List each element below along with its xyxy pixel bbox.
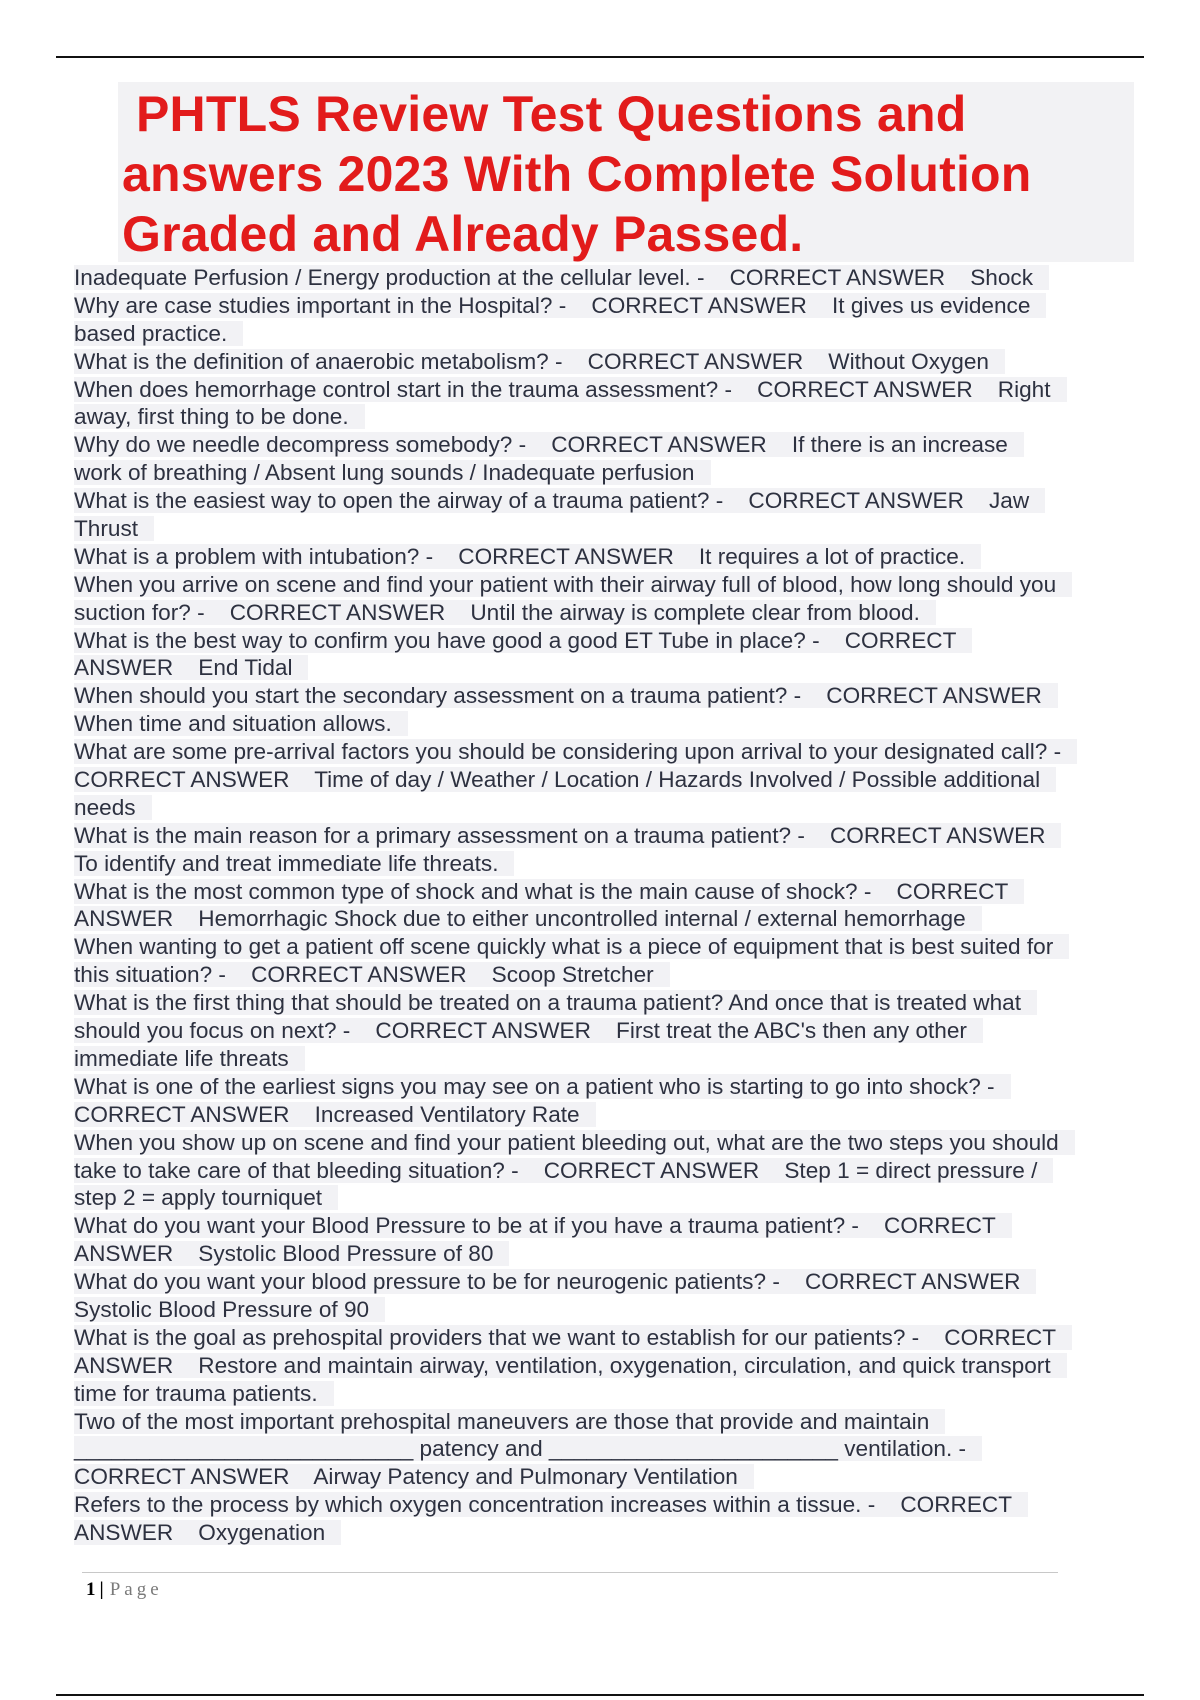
body-line (74, 794, 1134, 822)
page-number: 1 (86, 1579, 96, 1600)
body-line (74, 459, 1134, 487)
qa-body (74, 264, 1134, 1547)
body-line-text: ANSWER End Tidal (74, 655, 308, 680)
body-line-text: ANSWER Systolic Blood Pressure of 80 (74, 1241, 509, 1266)
footer-divider (82, 1572, 1058, 1573)
body-line (74, 348, 1134, 376)
body-line (74, 264, 1134, 292)
body-line (74, 292, 1134, 320)
body-line-text: What are some pre-arrival factors you should be considering upon arrival to your designated call? - (74, 739, 1077, 764)
body-line (74, 403, 1134, 431)
document-title (122, 84, 1132, 264)
body-line-text: What is the easiest way to open the airway of a trauma patient? - CORRECT ANSWER Jaw (74, 488, 1045, 513)
body-line (74, 1017, 1134, 1045)
body-line-text: What is a problem with intubation? - CORRECT ANSWER It requires a lot of practice. (74, 544, 981, 569)
body-line-text: Why are case studies important in the Hospital? - CORRECT ANSWER It gives us evidence (74, 293, 1046, 318)
body-line-text: What is one of the earliest signs you may see on a patient who is starting to go into shock? - (74, 1074, 1011, 1099)
body-line-text: immediate life threats (74, 1046, 305, 1071)
page-footer (86, 1579, 163, 1601)
body-line (74, 487, 1134, 515)
body-line (74, 654, 1134, 682)
body-line (74, 1463, 1134, 1491)
body-line (74, 905, 1134, 933)
body-line (74, 1212, 1134, 1240)
body-line-text: based practice. (74, 321, 243, 346)
body-line (74, 1101, 1134, 1129)
body-line-text: When does hemorrhage control start in the trauma assessment? - CORRECT ANSWER Right (74, 377, 1067, 402)
body-line (74, 682, 1134, 710)
body-line (74, 989, 1134, 1017)
body-line-text: step 2 = apply tourniquet (74, 1185, 338, 1210)
body-line (74, 822, 1134, 850)
page-label: Page (109, 1579, 163, 1600)
body-line-text: What is the best way to confirm you have good a good ET Tube in place? - CORRECT (74, 628, 972, 653)
body-line-text: CORRECT ANSWER Airway Patency and Pulmonary Ventilation (74, 1464, 754, 1489)
body-line-text: CORRECT ANSWER Time of day / Weather / Location / Hazards Involved / Possible additional (74, 767, 1056, 792)
title-line-1: PHTLS Review Test Questions and (136, 86, 967, 142)
body-line (74, 571, 1134, 599)
body-line-text: When wanting to get a patient off scene quickly what is a piece of equipment that is best suited for (74, 934, 1069, 959)
bottom-rule (56, 1694, 1144, 1696)
body-line-text: To identify and treat immediate life threats. (74, 851, 514, 876)
body-line (74, 376, 1134, 404)
title-line-3: Graded and Already Passed. (122, 206, 804, 262)
body-line-text: When you show up on scene and find your patient bleeding out, what are the two steps you should (74, 1130, 1075, 1155)
body-line-text: What is the first thing that should be treated on a trauma patient? And once that is treated what (74, 990, 1037, 1015)
body-line (74, 766, 1134, 794)
body-line (74, 599, 1134, 627)
body-line (74, 431, 1134, 459)
body-line-text: ANSWER Hemorrhagic Shock due to either uncontrolled internal / external hemorrhage (74, 906, 982, 931)
body-line (74, 1045, 1134, 1073)
body-line-text: ANSWER Restore and maintain airway, ventilation, oxygenation, circulation, and quick transport (74, 1353, 1067, 1378)
body-line-text: When time and situation allows. (74, 711, 408, 736)
body-line (74, 1435, 1134, 1463)
body-line (74, 1491, 1134, 1519)
body-line-text: What is the goal as prehospital providers that we want to establish for our patients? - CORRECT (74, 1325, 1072, 1350)
top-rule (56, 56, 1144, 58)
body-line-text: needs (74, 795, 152, 820)
body-line-text: Thrust (74, 516, 154, 541)
body-line-text: ANSWER Oxygenation (74, 1520, 341, 1545)
body-line-text: Two of the most important prehospital maneuvers are those that provide and maintain (74, 1409, 945, 1434)
body-line (74, 961, 1134, 989)
body-line (74, 515, 1134, 543)
body-line (74, 1184, 1134, 1212)
body-line (74, 1268, 1134, 1296)
body-line (74, 1073, 1134, 1101)
body-line (74, 933, 1134, 961)
body-line-text: When should you start the secondary assessment on a trauma patient? - CORRECT ANSWER (74, 683, 1058, 708)
body-line (74, 850, 1134, 878)
body-line-text: What is the most common type of shock and what is the main cause of shock? - CORRECT (74, 879, 1024, 904)
body-line (74, 1352, 1134, 1380)
body-line-text: suction for? - CORRECT ANSWER Until the airway is complete clear from blood. (74, 600, 936, 625)
body-line (74, 320, 1134, 348)
body-line-text: ___________________________ patency and _______________________ ventilation. - (74, 1436, 982, 1461)
body-line-text: should you focus on next? - CORRECT ANSWER First treat the ABC's then any other (74, 1018, 983, 1043)
body-line-text: Why do we needle decompress somebody? - CORRECT ANSWER If there is an increase (74, 432, 1024, 457)
body-line-text: take to take care of that bleeding situation? - CORRECT ANSWER Step 1 = direct pressure / (74, 1158, 1053, 1183)
footer-separator: | (99, 1579, 104, 1600)
body-line-text: What do you want your blood pressure to be for neurogenic patients? - CORRECT ANSWER (74, 1269, 1036, 1294)
body-line-text: When you arrive on scene and find your patient with their airway full of blood, how long should you (74, 572, 1072, 597)
title-line-2: answers 2023 With Complete Solution (122, 146, 1032, 202)
body-line-text: CORRECT ANSWER Increased Ventilatory Rate (74, 1102, 596, 1127)
body-line-text: time for trauma patients. (74, 1381, 334, 1406)
body-line (74, 1157, 1134, 1185)
body-line (74, 627, 1134, 655)
body-line (74, 1324, 1134, 1352)
body-line-text: Systolic Blood Pressure of 90 (74, 1297, 385, 1322)
body-line-text: Refers to the process by which oxygen concentration increases within a tissue. - CORRECT (74, 1492, 1028, 1517)
body-line-text: this situation? - CORRECT ANSWER Scoop Stretcher (74, 962, 670, 987)
body-line (74, 1408, 1134, 1436)
body-line-text: away, first thing to be done. (74, 404, 365, 429)
body-line (74, 878, 1134, 906)
body-line (74, 1240, 1134, 1268)
body-line-text: work of breathing / Absent lung sounds / Inadequate perfusion (74, 460, 711, 485)
body-line-text: What is the main reason for a primary assessment on a trauma patient? - CORRECT ANSWER (74, 823, 1061, 848)
body-line-text: Inadequate Perfusion / Energy production at the cellular level. - CORRECT ANSWER Shock (74, 265, 1049, 290)
body-line (74, 1380, 1134, 1408)
body-line-text: What is the definition of anaerobic metabolism? - CORRECT ANSWER Without Oxygen (74, 349, 1005, 374)
body-line (74, 1519, 1134, 1547)
body-line (74, 710, 1134, 738)
body-line-text: What do you want your Blood Pressure to be at if you have a trauma patient? - CORRECT (74, 1213, 1012, 1238)
body-line (74, 1129, 1134, 1157)
body-line (74, 738, 1134, 766)
body-line (74, 543, 1134, 571)
body-line (74, 1296, 1134, 1324)
